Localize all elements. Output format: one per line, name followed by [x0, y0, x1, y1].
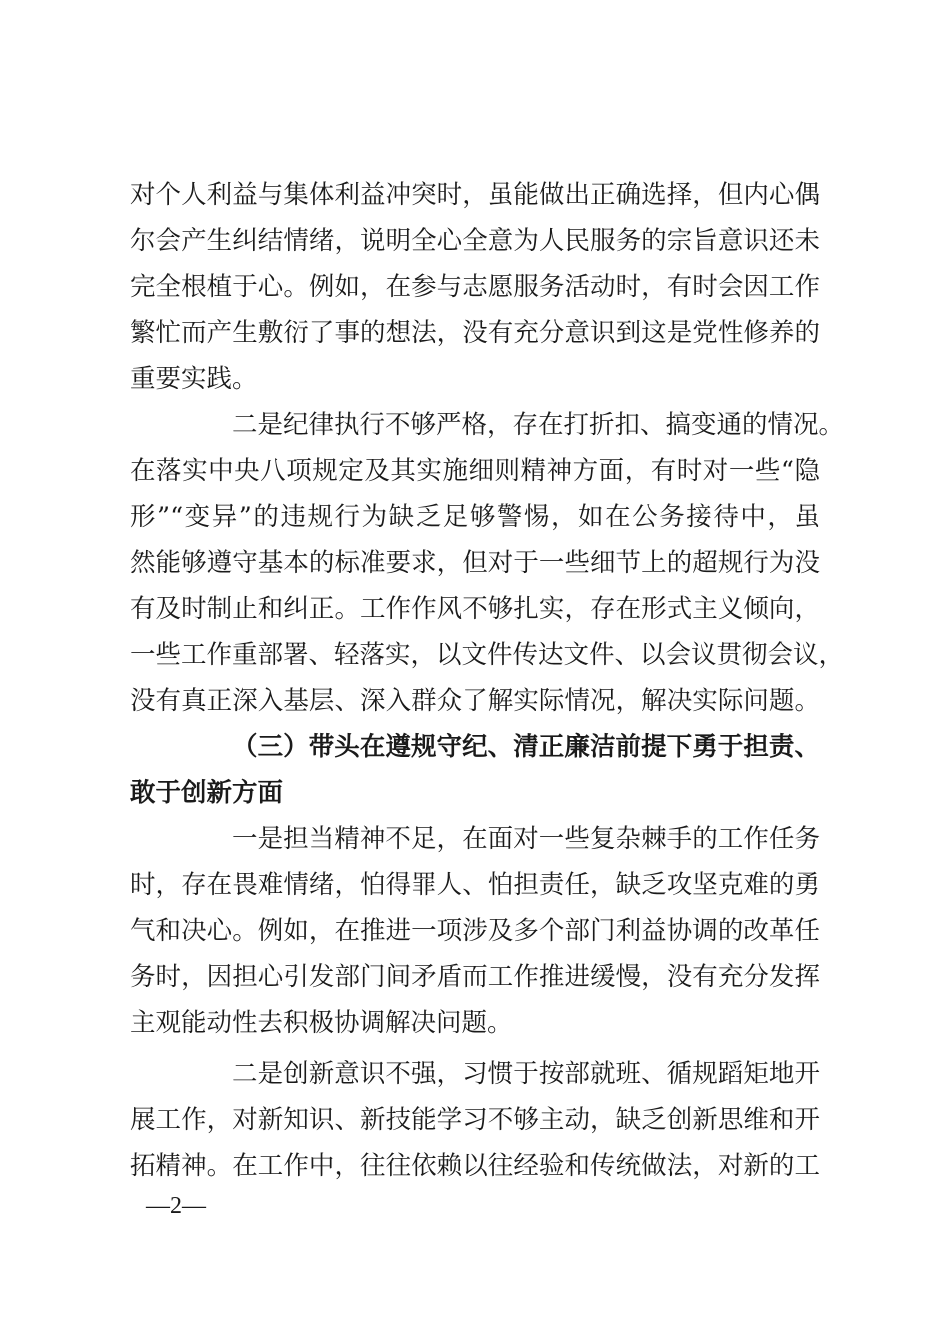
body-text-line: 形”“变异”的违规行为缺乏足够警惕，如在公务接待中，虽: [130, 502, 820, 532]
body-text-line: 繁忙而产生敷衍了事的想法，没有充分意识到这是党性修养的: [130, 318, 820, 348]
body-text-line: 时，存在畏难情绪，怕得罪人、怕担责任，缺乏攻坚克难的勇: [130, 870, 820, 900]
body-text-line: 展工作，对新知识、新技能学习不够主动，缺乏创新思维和开: [130, 1105, 820, 1135]
body-text-line: 拓精神。在工作中，往往依赖以往经验和传统做法，对新的工: [130, 1151, 820, 1181]
body-text-line: 然能够遵守基本的标准要求，但对于一些细节上的超规行为没: [130, 548, 820, 578]
paragraph-first-line: 一是担当精神不足，在面对一些复杂棘手的工作任务: [232, 824, 820, 854]
section-heading-continued: 敢于创新方面: [130, 778, 284, 808]
body-text-line: 有及时制止和纠正。工作作风不够扎实，存在形式主义倾向，: [130, 594, 820, 624]
paragraph-first-line: 二是创新意识不强，习惯于按部就班、循规蹈矩地开: [232, 1059, 820, 1089]
body-text-line: 主观能动性去积极协调解决问题。: [130, 1008, 513, 1038]
page-number: —2—: [146, 1193, 206, 1219]
body-text-line: 在落实中央八项规定及其实施细则精神方面，有时对一些“隐: [130, 456, 820, 486]
paragraph-first-line: 二是纪律执行不够严格，存在打折扣、搞变通的情况。: [232, 410, 845, 440]
body-text-line: 没有真正深入基层、深入群众了解实际情况，解决实际问题。: [130, 686, 820, 716]
body-text-line: 对个人利益与集体利益冲突时，虽能做出正确选择，但内心偶: [130, 180, 820, 210]
body-text-line: 务时，因担心引发部门间矛盾而工作推进缓慢，没有充分发挥: [130, 962, 820, 992]
body-text-line: 完全根植于心。例如，在参与志愿服务活动时，有时会因工作: [130, 272, 820, 302]
body-text-line: 一些工作重部署、轻落实，以文件传达文件、以会议贯彻会议，: [130, 640, 845, 670]
body-text-line: 重要实践。: [130, 364, 258, 394]
body-text-line: 气和决心。例如，在推进一项涉及多个部门利益协调的改革任: [130, 916, 820, 946]
body-text-line: 尔会产生纠结情绪，说明全心全意为人民服务的宗旨意识还未: [130, 226, 820, 256]
section-heading: （三）带头在遵规守纪、清正廉洁前提下勇于担责、: [232, 732, 820, 762]
